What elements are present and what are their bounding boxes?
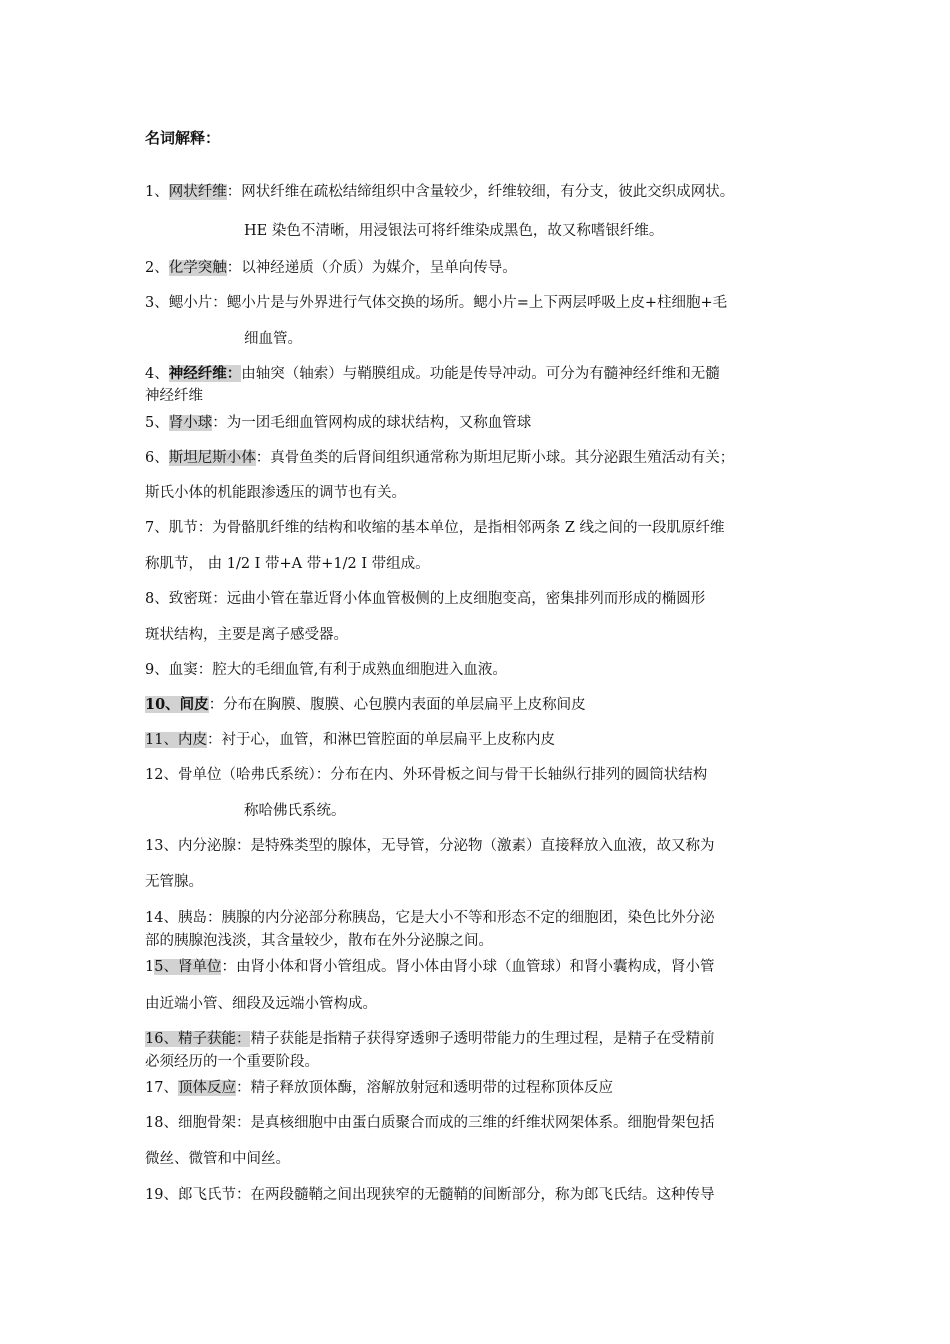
line-text: ：网状纤维在疏松结缔组织中含量较少，纤维较细，有分支，彼此交织成网状。 bbox=[226, 184, 735, 200]
text-line bbox=[145, 626, 348, 644]
line-text: 7、肌节：为骨骼肌纤维的结构和收缩的基本单位，是指相邻两条 Z 线之间的一段肌原纤维 bbox=[145, 520, 725, 536]
highlighted-term: 化学突触 bbox=[168, 260, 227, 276]
line-text: 2、 bbox=[145, 260, 169, 276]
text-line bbox=[244, 222, 663, 240]
text-line bbox=[145, 1114, 714, 1132]
line-text: 8、致密斑：远曲小管在靠近肾小体血管极侧的上皮细胞变高，密集排列而形成的椭圆形 bbox=[145, 591, 706, 607]
line-text: 5、 bbox=[145, 415, 169, 431]
text-line bbox=[145, 259, 517, 277]
line-text: ：真骨鱼类的后肾间组织通常称为斯坦尼斯小球。其分泌跟生殖活动有关； bbox=[255, 450, 735, 466]
line-text: 1 bbox=[145, 959, 155, 975]
line-text: 由轴突（轴索）与鞘膜组成。功能是传导冲动。可分为有髓神经纤维和无髓 bbox=[241, 366, 720, 382]
line-text: 13、内分泌腺：是特殊类型的腺体，无导管，分泌物（激素）直接释放入血液，故又称为 bbox=[145, 838, 715, 854]
text-line bbox=[145, 1186, 714, 1204]
highlighted-term: 肾小球 bbox=[168, 415, 213, 431]
text-line bbox=[145, 414, 531, 432]
text-line bbox=[145, 590, 705, 608]
highlighted-term: 顶体反应 bbox=[177, 1080, 236, 1096]
line-text: 14、胰岛：胰腺的内分泌部分称胰岛，它是大小不等和形态不定的细胞团，染色比外分泌 bbox=[145, 910, 715, 926]
text-line bbox=[145, 1030, 714, 1048]
line-text: ：衬于心，血管，和淋巴管腔面的单层扁平上皮称内皮 bbox=[206, 732, 555, 748]
text-line bbox=[145, 1053, 319, 1071]
section-heading: 名词解释： bbox=[145, 129, 221, 147]
line-text: 由近端小管、细段及远端小管构成。 bbox=[145, 996, 377, 1012]
text-line bbox=[145, 365, 720, 383]
text-line bbox=[145, 387, 203, 405]
text-line bbox=[145, 696, 586, 714]
highlighted-term: 11、内皮 bbox=[145, 732, 207, 748]
text-line bbox=[145, 519, 725, 537]
text-line bbox=[145, 555, 430, 573]
line-text: 称哈佛氏系统。 bbox=[244, 803, 346, 819]
highlighted-term: 16、精子获能： bbox=[145, 1031, 251, 1047]
text-line bbox=[145, 1079, 613, 1097]
line-text: 9、血窦：腔大的毛细血管,有利于成熟血细胞进入血液。 bbox=[145, 662, 507, 678]
text-line bbox=[145, 1150, 290, 1168]
text-line bbox=[145, 837, 714, 855]
line-text: 4、 bbox=[145, 366, 169, 382]
line-text: 神经纤维 bbox=[145, 388, 203, 404]
highlighted-term: 神经纤维： bbox=[168, 365, 242, 382]
text-line bbox=[145, 484, 406, 502]
line-text: 3、鳃小片：鳃小片是与外界进行气体交换的场所。鳃小片=上下两层呼吸上皮+柱细胞+毛 bbox=[145, 295, 728, 311]
text-line bbox=[244, 330, 302, 348]
line-text: 部的胰腺泡浅淡，其含量较少，散布在外分泌腺之间。 bbox=[145, 933, 493, 949]
line-text: ：精子释放顶体酶，溶解放射冠和透明带的过程称顶体反应 bbox=[235, 1080, 613, 1096]
text-line bbox=[145, 909, 714, 927]
line-text: 细血管。 bbox=[244, 331, 302, 347]
line-text: 斯氏小体的机能跟渗透压的调节也有关。 bbox=[145, 485, 406, 501]
text-line bbox=[145, 995, 377, 1013]
line-text: 19、郎飞氏节：在两段髓鞘之间出现狭窄的无髓鞘的间断部分，称为郎飞氏结。这种传导 bbox=[145, 1187, 715, 1203]
line-text: 6、 bbox=[145, 450, 169, 466]
text-line bbox=[145, 661, 507, 679]
text-line bbox=[145, 183, 734, 201]
line-text: 18、细胞骨架：是真核细胞中由蛋白质聚合而成的三维的纤维状网架体系。细胞骨架包括 bbox=[145, 1115, 715, 1131]
text-line bbox=[145, 932, 493, 950]
text-line bbox=[145, 766, 707, 784]
text-line bbox=[145, 731, 555, 749]
line-text: 17、 bbox=[145, 1080, 178, 1096]
line-text: 12、骨单位（哈弗氏系统）：分布在内、外环骨板之间与骨干长轴纵行排列的圆筒状结构 bbox=[145, 767, 708, 783]
text-line bbox=[244, 802, 346, 820]
line-text: 称肌节， 由 1/2 I 带+A 带+1/2 I 带组成。 bbox=[145, 556, 430, 572]
text-line bbox=[145, 958, 714, 976]
line-text: ：为一团毛细血管网构成的球状结构，又称血管球 bbox=[212, 415, 532, 431]
line-text: 精子获能是指精子获得穿透卵子透明带能力的生理过程，是精子在受精前 bbox=[250, 1031, 715, 1047]
text-line bbox=[145, 873, 203, 891]
line-text: 1、 bbox=[145, 184, 169, 200]
text-line bbox=[145, 294, 727, 312]
highlighted-term: 网状纤维 bbox=[168, 184, 227, 200]
highlighted-term: 5、肾单位 bbox=[154, 959, 222, 975]
line-text: HE 染色不清晰，用浸银法可将纤维染成黑色，故又称嗜银纤维。 bbox=[244, 223, 664, 239]
line-text: ：由肾小体和肾小管组成。肾小体由肾小球（血管球）和肾小囊构成，肾小管 bbox=[221, 959, 715, 975]
line-text: ：分布在胸膜、腹膜、心包膜内表面的单层扁平上皮称间皮 bbox=[208, 697, 586, 713]
highlighted-term: 10、间皮 bbox=[145, 696, 209, 713]
line-text: 斑状结构，主要是离子感受器。 bbox=[145, 627, 348, 643]
highlighted-term: 斯坦尼斯小体 bbox=[168, 450, 256, 466]
line-text: 必须经历的一个重要阶段。 bbox=[145, 1054, 319, 1070]
line-text: ：以神经递质（介质）为媒介，呈单向传导。 bbox=[226, 260, 517, 276]
line-text: 无管腺。 bbox=[145, 874, 203, 890]
text-line bbox=[145, 449, 734, 467]
line-text: 微丝、微管和中间丝。 bbox=[145, 1151, 290, 1167]
